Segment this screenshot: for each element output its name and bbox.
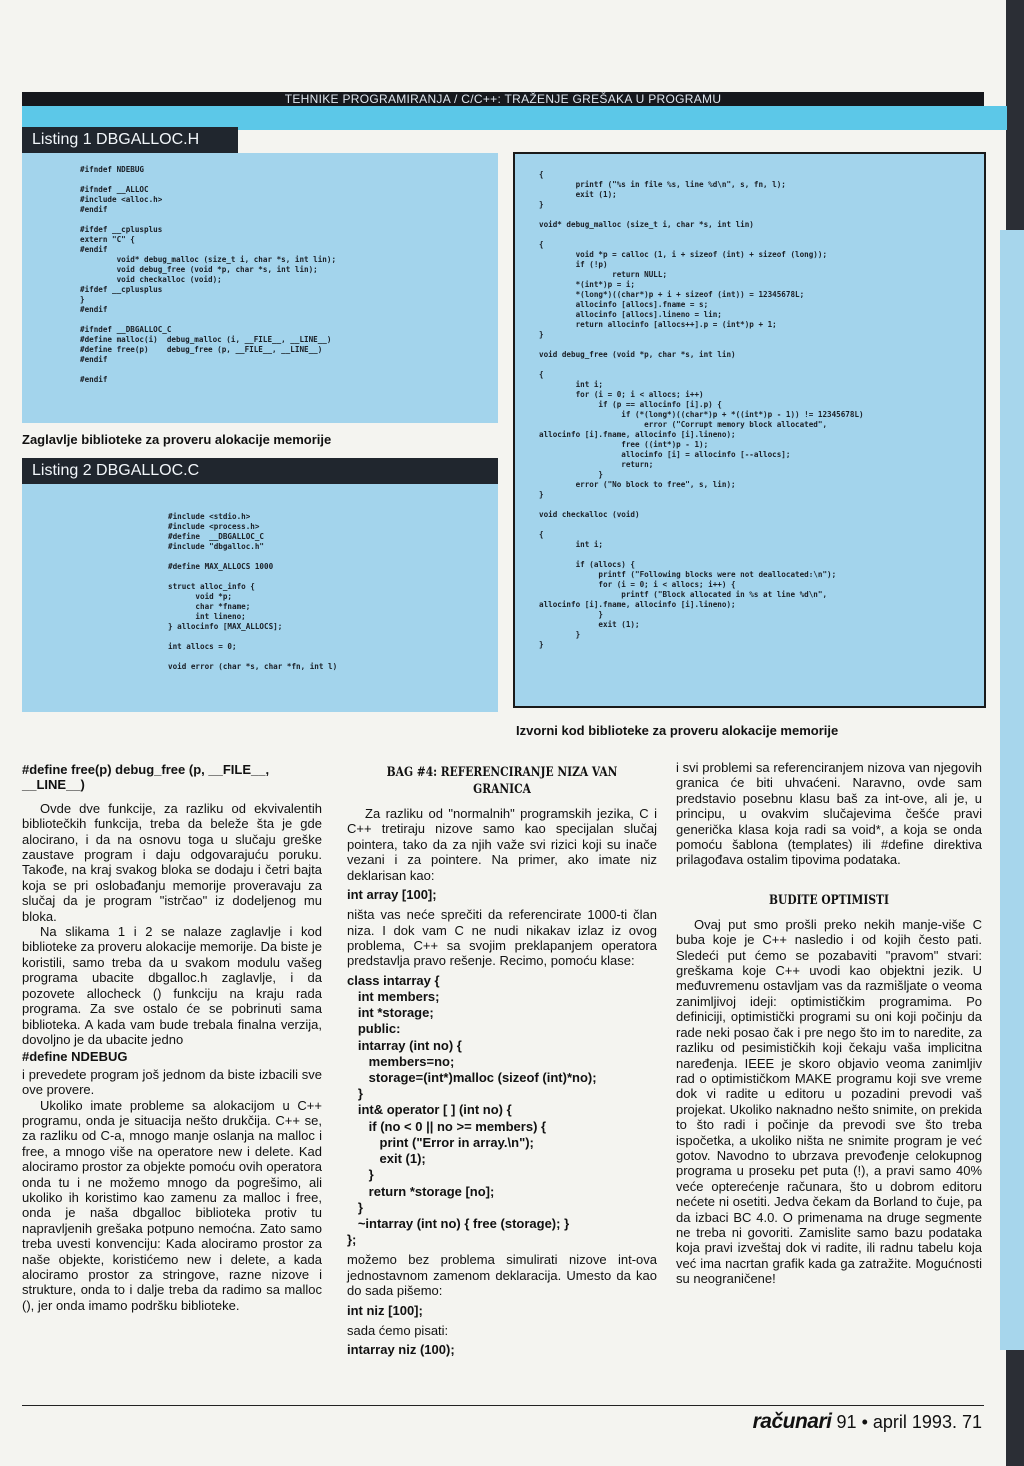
paragraph: sada ćemo pisati: [347,1322,449,1338]
paragraph: Ovde dve funkcije, za razliku od ekvivalentih bibliotečkih funkcija, treba da beleže šta je gde alocirano, i da na osnovu toga u slučaju greške zaustave program i daju odgovarajuću poruku. Takođe, na kraj svakog bloka se dodaju i četri bajta koja se pri oslobađanju memorije proveravaju za slučaj da je program "istrčao" iz dodeljenog mu bloka. [22,800,322,924]
issue-number: 91 [836,1412,857,1432]
paragraph: ništa vas neće sprečiti da referencirate 1000-ti član niza. I dok vam C ne nudi nikakav izlaz iz ovog problema, C++ sa svojim preklapanjem operatora predstavlja pravo rešenje. Recimo, pomoću klase: [347,907,657,969]
paragraph: Za razliku od "normalnih" programskih jezika, C i C++ tretiraju nizove samo kao specijalan slučaj pointera, tako da za njih važe svi rizici koji su inače vezani i za pointere. Na primer, ako imate niz deklarisan kao: [347,806,657,883]
page-number: 71 [961,1412,982,1432]
listing1-title: Listing 1 DBGALLOC.H [22,127,238,153]
paragraph: i prevedete program još jednom da biste izbacili sve ove provere. [22,1066,322,1098]
magazine-brand: računari [752,1410,832,1433]
listing1-box [22,153,498,423]
listing1-code: #ifndef NDEBUG #ifndef __ALLOC #include <alloc.h> #endif #ifdef __cplusplus extern "C" { #endif void* debug_malloc (size_t i, char *s, int lin); void debug_free (void *p, char *s, int lin); void checkalloc (void); #ifdef __cplusplus } #endif #ifndef __DBGALLOC_C #define malloc(i) debug_malloc (i, __FILE__, __LINE__) #define free(p) debug_free (p, __FILE__, __LINE__) #endif #endif [80,165,337,384]
code-int-array: int array [100]; [347,887,437,903]
listing-right-box [513,152,986,708]
listing2-box [22,484,498,712]
paragraph: Na slikama 1 i 2 se nalaze zaglavlje i kod biblioteke za proveru alokacije memorije. Da biste je koristili, samo treba da u svakom modulu vašeg programa ubacite dbgalloc.h zaglavlje, i da pozovete allocheck () funkciju na kraju rada programa. Za sve ostalo će se pobrinuti sama biblioteka. A kada vam bude trebala finalna verzija, dovoljno je da ubacite jedno [22,924,322,1047]
text-column-3 [676,760,982,1287]
section-heading-optimisti: BUDITE OPTIMISTI [769,892,889,908]
paragraph: možemo bez problema simulirati nizove int-ova jednostavnom zamenom deklaracija. Umesto da kao do sada pišemo: [347,1252,657,1299]
text-column-1 [22,760,322,1313]
issue-date: april 1993. [872,1412,957,1432]
page-edge-color [1000,230,1024,1350]
code-define-ndebug: #define NDEBUG [22,1049,128,1065]
listing2-title: Listing 2 DBGALLOC.C [22,458,498,484]
listing2-code: #include <stdio.h> #include <process.h> #define __DBGALLOC_C #include "dbgalloc.h" #define MAX_ALLOCS 1000 struct alloc_info { void *p; char *fname; int lineno; } allocinfo [MAX_ALLOCS]; int allocs = 0; void error (char *s, char *fn, int l) [168,512,338,671]
text-column-2 [347,760,657,1362]
page-footer [700,1406,982,1438]
listing-right-code: { printf ("%s in file %s, line %d\n", s, fn, l); exit (1); } void* debug_malloc (size_t i, char *s, int lin) { void *p = calloc (1, i + sizeof (int) + sizeof (long)); if (!p) return NULL; *(int*)p = i; *(long*)((char*)p + i + sizeof (int)) = 12345678L; allocinfo [allocs].fname = s; allocinfo [allocs].lineno = lin; return allocinfo [allocs++].p = (int*)p + 1; } void debug_free (void *p, char *s, int lin) { int i; for (i = 0; i < allocs; i++) if (p == allocinfo [i].p) { if (*(long*)((char*)p + *((int*)p - 1)) != 12345678L) error ("Corrupt memory block allocated", allocinfo [i].fname, allocinfo [i].lineno); free ((int*)p - 1); allocinfo [i] = allocinfo [--allocs]; return; } error ("No block to free", s, lin); } void checkalloc (void) { int i; if (allocs) { printf ("Following blocks were not deallocated:\n"); for (i = 0; i < allocs; i++) { printf ("Block allocated in %s at line %d\n", allocinfo [i].fname, allocinfo [i].lineno); } exit (1); } } [539,170,864,649]
paragraph: i svi problemi sa referenciranjem nizova van njegovih granica će biti uhvaćeni. Naravno, ovde sam predstavio posebnu klasu baš za int-ove, ali je, u principu, u ovakvim slučajevima češće pravi generička klasa koja radi sa void*, a koja se onda pomoću šablona (templates) ili #define direktiva prilagođava ostalim tipovima podataka. [676,760,982,868]
footer-bullet: • [861,1412,868,1432]
code-define-free: #define free(p) debug_free (p, __FILE__, __LINE__) [22,762,270,793]
section-header-bar: TEHNIKE PROGRAMIRANJA / C/C++: TRAŽENJE GREŠAKA U PROGRAMU [22,92,984,106]
listing-right-caption: Izvorni kod biblioteke za proveru alokacije memorije [516,723,839,738]
paragraph: Ukoliko imate probleme sa alokacijom u C++ programu, onda je situacija nešto drukčija. C++ se, za razliku od C-a, mnogo manje oslanja na malloc i free, a mnogo više na operatore new i delete. Kad alociramo prostor za objekte pomoću ovih operatora onda tu i ne možemo mnogo da pogrešimo, ali ukoliko ih koristimo kao zamenu za malloc i free, onda je naša dbgalloc biblioteka protiv tu napravljenih grešaka potpuno nemoćna. Zato samo treba uvesti konvenciju: Kada alociramo prostor za naše objekte, koristićemo new i delete, a kada alociramo prostor za stringove, razne nizove i strukture, onda to i dalje treba da radimo sa malloc (), jer onda imamo podršku biblioteke. [22,1097,322,1313]
code-class-intarray: class intarray { int members; int *storage; public: intarray (int no) { members=no; storage=(int*)malloc (sizeof (int)*no); } int& operator [ ] (int no) { if (no < 0 || no >= members) { print ("Error in array.\n"); exit (1); } return *storage [no]; } ~intarray (int no) { free (storage); } }; [347,972,597,1248]
listing1-caption: Zaglavlje biblioteke za proveru alokacije memorije [22,432,332,447]
code-intarray-niz: intarray niz (100); [347,1342,455,1358]
paragraph: Ovaj put smo prošli preko nekih manje-više C buba koje je C++ nasledio i od kojih često pati. Sledeći put ćemo se pozabaviti "pravom" stvari: greškama koje C++ uvodi kao objektni jezik. U međuvremenu ostavljam vas da razmišljate o veoma zanimljivoj ideji: optimističkim programima. Po definiciji, optimistički programi su oni koji počinju da rade neki posao čak i pre nego što im to naredite, za razliku od pesimističkih koji čekaju vaša implicitna naređenja. IEEE je skoro objavio veoma zanimljiv rad o optimističkom MAKE programu koji sve vreme dok vi radite u editoru u pozadini prevodi vaš projekat. Ukoliko naknadno nešto snimite, on prekida to što radi i počinje da prevodi sve što treba ispočetka, a ukoliko ništa ne snimite program je već gotov. Navodno to ubrzava prevođenje celokupnog programa u proseku pet puta (!), a pravi samo 40% veće opterećenje računara, što u dobrom editoru nećete ni osetiti. Jedva čekam da Borland to čuje, pa da izbaci BC 4.0. O primenama na druge segmente ne treba ni govoriti. Zamislite samo bazu podataka koja pravi izveštaj dok vi radite, ili radnu tabelu koja već ima nacrtan grafik kada ga zatražite. Mogućnosti su neograničene! [676,916,982,1287]
section-heading-bag4: BAG #4: REFERENCIRANJE NIZA VAN GRANICA [386,765,618,797]
code-int-niz: int niz [100]; [347,1302,423,1318]
